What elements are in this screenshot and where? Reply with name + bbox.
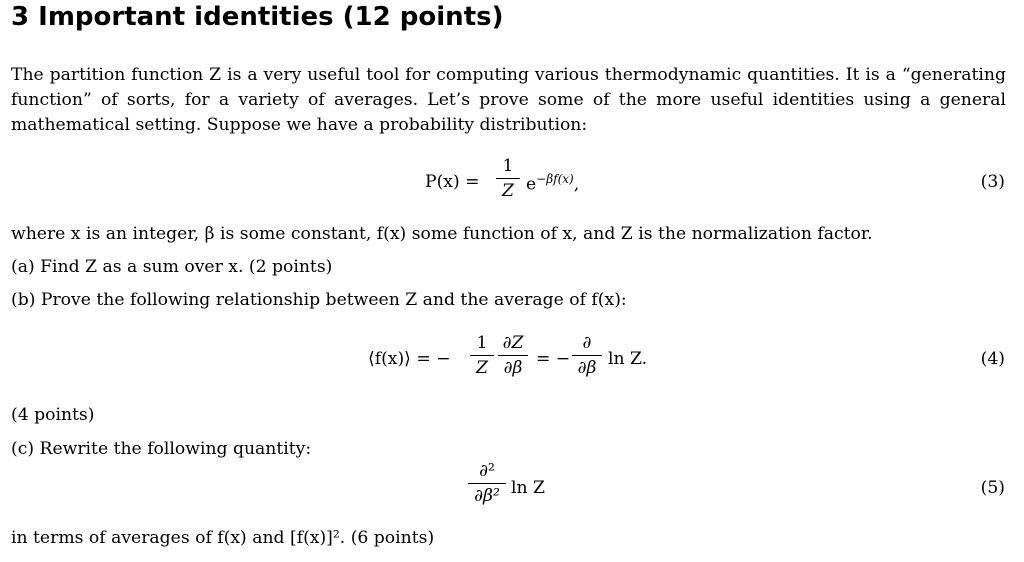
fraction-bar	[496, 178, 520, 179]
fraction-bar	[498, 355, 528, 356]
eq3-fraction	[496, 156, 520, 201]
eq5-denominator: ∂β²	[474, 486, 500, 506]
equation-number-4: (4)	[980, 349, 1005, 369]
eq4-frac1-denominator: Z	[476, 358, 488, 378]
eq3-numerator: 1	[502, 156, 514, 176]
part-a: (a) Find Z as a sum over x. (2 points)	[11, 257, 333, 277]
eq3-exponent: −βf(x)	[536, 172, 574, 186]
eq3-denominator: Z	[502, 181, 514, 201]
fraction-bar	[470, 355, 494, 356]
eq3-tail: ,	[573, 174, 580, 195]
eq4-fraction-1	[470, 333, 494, 378]
eq5-fraction	[468, 461, 506, 506]
eq3-exponential	[526, 172, 579, 195]
fraction-bar	[468, 483, 506, 484]
eq3-base: e	[526, 174, 537, 195]
part-c: (c) Rewrite the following quantity:	[11, 439, 312, 459]
eq5-rhs: ln Z	[511, 478, 545, 498]
eq4-frac2-numerator: ∂Z	[502, 333, 524, 353]
eq3-lhs: P(x) =	[425, 172, 480, 192]
eq4-frac2-denominator: ∂β	[503, 358, 523, 378]
equation-number-5: (5)	[980, 478, 1005, 498]
section-heading: 3 Important identities (12 points)	[11, 2, 504, 32]
eq4-fraction-3	[572, 333, 602, 378]
fraction-bar	[572, 355, 602, 356]
eq5-numerator: ∂²	[479, 461, 495, 481]
eq4-frac3-denominator: ∂β	[577, 358, 597, 378]
eq4-frac1-numerator: 1	[476, 333, 488, 353]
eq4-frac3-numerator: ∂	[582, 333, 592, 353]
eq4-lhs: ⟨f(x)⟩ = −	[368, 349, 451, 369]
intro-paragraph: The partition function Z is a very useful tool for computing various thermodynamic quantities. It is a “generating function” of sorts, for a variety of averages. Let’s prove some of the more useful identities using a general mathematical setting. Suppose we have a probability distribution:	[11, 65, 1006, 135]
eq4-fraction-2	[498, 333, 528, 378]
part-b: (b) Prove the following relationship between Z and the average of f(x):	[11, 290, 627, 310]
final-line: in terms of averages of f(x) and [f(x)]². (6 points)	[11, 528, 435, 548]
where-line: where x is an integer, β is some constant, f(x) some function of x, and Z is the normalization factor.	[11, 224, 873, 244]
eq4-mid: = −	[536, 349, 571, 369]
part-b-points: (4 points)	[11, 405, 95, 425]
eq4-rhs: ln Z.	[608, 349, 648, 369]
equation-number-3: (3)	[980, 172, 1005, 192]
